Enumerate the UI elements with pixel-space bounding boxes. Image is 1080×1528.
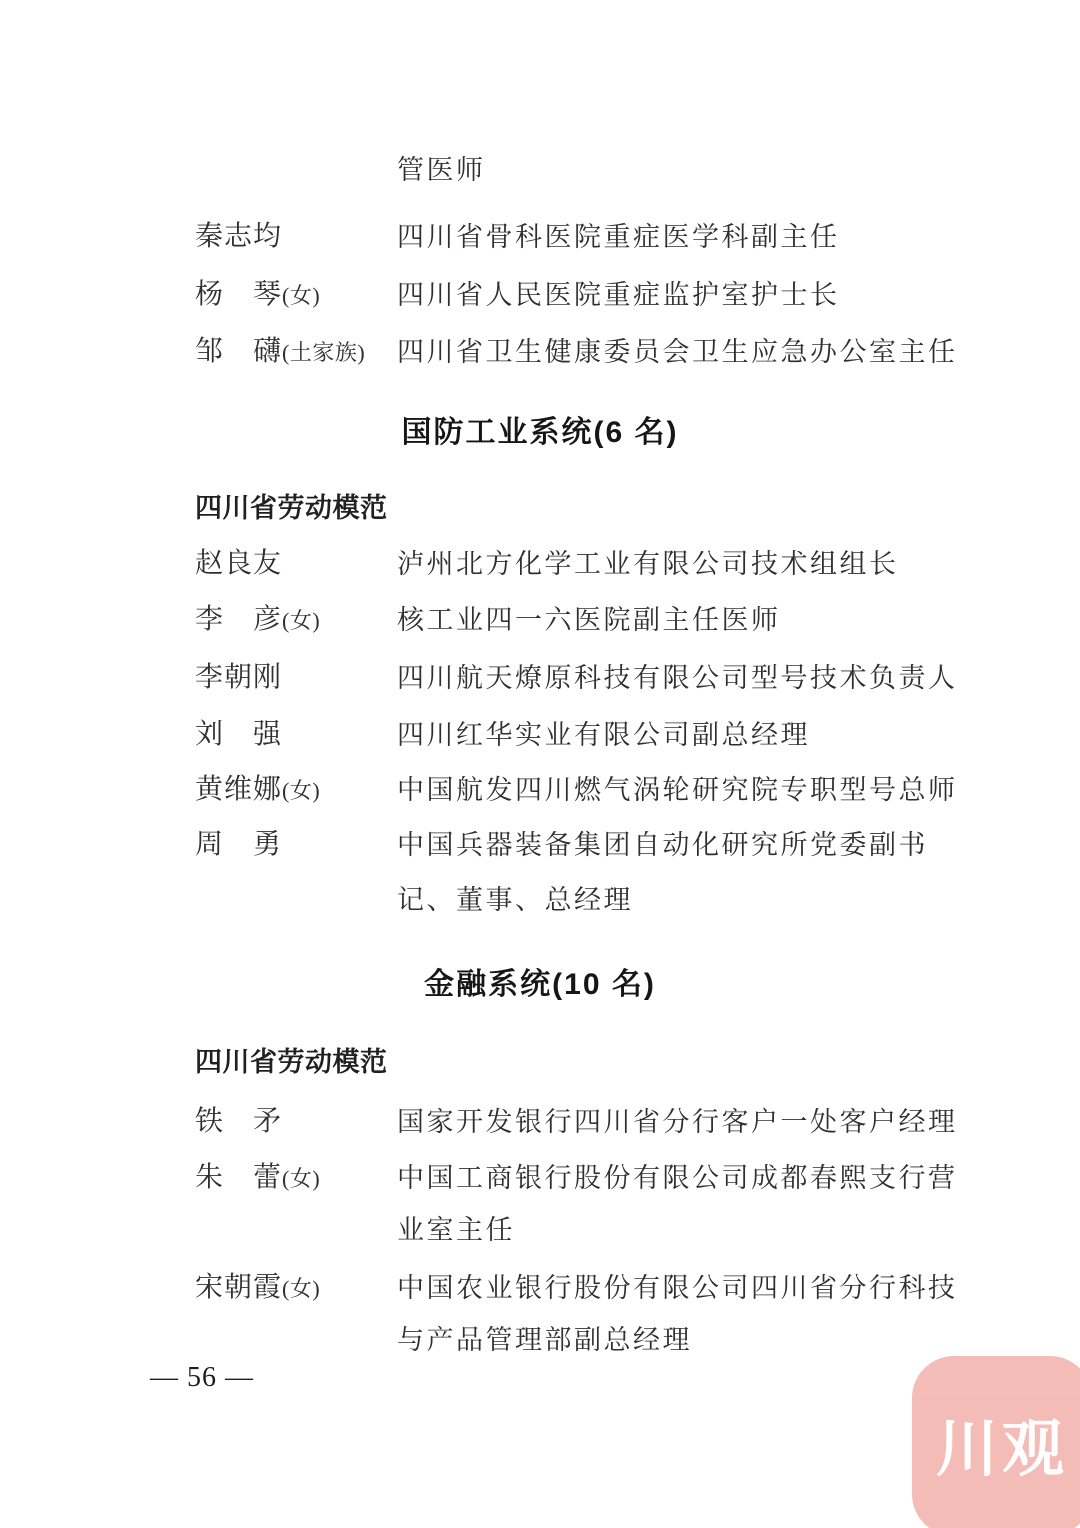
chuanguan-watermark-logo (912, 1356, 1080, 1528)
entry-name-text: 邹 礴 (195, 336, 283, 367)
entry-name-suffix: (女) (282, 608, 321, 633)
entry-name (195, 542, 282, 586)
entry-description: 核工业四一六医院副主任医师 (397, 605, 781, 635)
entry-description: 中国农业银行股份有限公司四川省分行科技 (397, 1273, 958, 1303)
entry-description: 中国航发四川燃气涡轮研究院专职型号总师 (397, 775, 958, 805)
entry-description: 泸州北方化学工业有限公司技术组组长 (397, 549, 899, 579)
entry-name-suffix: (女) (282, 283, 321, 308)
entry-description: 中国工商银行股份有限公司成都春熙支行营 (397, 1163, 958, 1193)
entry-description: 中国兵器装备集团自动化研究所党委副书 (397, 830, 928, 860)
entry-name (195, 768, 320, 812)
entry-description: 四川省骨科医院重症医学科副主任 (397, 222, 840, 252)
section-subtitle: 四川省劳动模范 (195, 493, 388, 523)
entry-name-text: 杨 琴 (195, 279, 283, 310)
entry-name-suffix: (土家族) (282, 340, 366, 365)
entry-description: 四川航天燎原科技有限公司型号技术负责人 (397, 663, 958, 693)
entry-description: 四川省卫生健康委员会卫生应急办公室主任 (397, 337, 958, 367)
entry-name-text: 周 勇 (195, 829, 283, 860)
entry-description-continued: 业室主任 (397, 1215, 515, 1245)
entry-name-text: 朱 蕾 (195, 1162, 283, 1193)
entry-name (195, 713, 282, 757)
entry-name-text: 黄维娜 (195, 774, 283, 805)
page-number: — 56 — (150, 1362, 254, 1393)
entry-name-text: 刘 强 (195, 719, 283, 750)
entry-name (195, 330, 365, 374)
carryover-description-line: 管医师 (397, 155, 486, 185)
entry-name-suffix: (女) (282, 778, 321, 803)
entry-name-suffix: (女) (282, 1276, 321, 1301)
entry-description-continued: 记、董事、总经理 (397, 885, 633, 915)
entry-description: 国家开发银行四川省分行客户一处客户经理 (397, 1107, 958, 1137)
entry-name (195, 215, 282, 259)
entry-name (195, 598, 320, 642)
entry-name-text: 李朝刚 (195, 662, 283, 693)
entry-name (195, 656, 282, 700)
entry-name-text: 秦志均 (195, 221, 283, 252)
entry-description-continued: 与产品管理部副总经理 (397, 1325, 692, 1355)
entry-name-text: 李 彦 (195, 604, 283, 635)
entry-description: 四川省人民医院重症监护室护士长 (397, 280, 840, 310)
entry-name (195, 273, 320, 317)
section-title: 国防工业系统(6 名) (401, 416, 679, 449)
entry-name-text: 宋朝霞 (195, 1272, 283, 1303)
entry-name (195, 1156, 320, 1200)
entry-description: 四川红华实业有限公司副总经理 (397, 720, 810, 750)
entry-name (195, 823, 282, 867)
entry-name-suffix: (女) (282, 1166, 321, 1191)
entry-name (195, 1100, 282, 1144)
entry-name-text: 铁 矛 (195, 1106, 283, 1137)
watermark-text: 川观 (935, 1415, 1068, 1484)
entry-name-text: 赵良友 (195, 548, 283, 579)
section-subtitle: 四川省劳动模范 (195, 1047, 388, 1077)
entry-name (195, 1266, 320, 1310)
section-title: 金融系统(10 名) (424, 968, 656, 1001)
